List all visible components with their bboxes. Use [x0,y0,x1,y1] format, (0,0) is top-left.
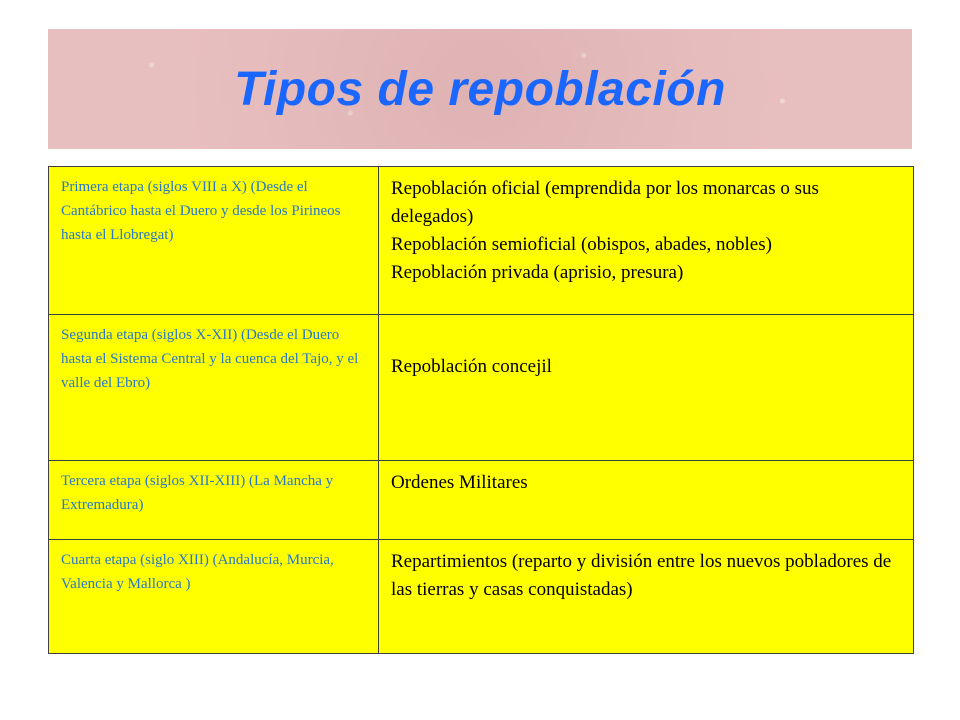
type-cell [379,461,914,540]
type-line: Repoblación semioficial (obispos, abades, nobles) [391,234,772,255]
table-row-1 [49,167,914,315]
stage-cell: Cuarta etapa (siglo XIII) (Andalucía, Murcia, Valencia y Mallorca ) [49,540,379,654]
stage-cell: Tercera etapa (siglos XII-XIII) (La Mancha y Extremadura) [49,461,379,540]
type-cell [379,167,914,315]
type-line: Repoblación privada (aprisio, presura) [391,262,684,283]
type-line: Repoblación oficial (emprendida por los monarcas o sus delegados) [391,178,819,227]
type-line: Repartimientos (reparto y división entre los nuevos pobladores de las tierras y casas conquistadas) [391,551,892,600]
type-cell [379,315,914,461]
stage-cell: Primera etapa (siglos VIII a X) (Desde el Cantábrico hasta el Duero y desde los Pirineos hasta el Llobregat) [49,167,379,315]
page-title: Tipos de repoblación [234,62,726,116]
type-line: Repoblación concejil [391,356,552,377]
title-banner [48,29,912,149]
type-line: Ordenes Militares [391,472,528,493]
type-cell [379,540,914,654]
table-row-4 [49,540,914,654]
stage-cell: Segunda etapa (siglos X-XII) (Desde el Duero hasta el Sistema Central y la cuenca del Tajo, y el valle del Ebro) [49,315,379,461]
table-row-3 [49,461,914,540]
table-row-2 [49,315,914,461]
repopulation-table [48,166,914,654]
